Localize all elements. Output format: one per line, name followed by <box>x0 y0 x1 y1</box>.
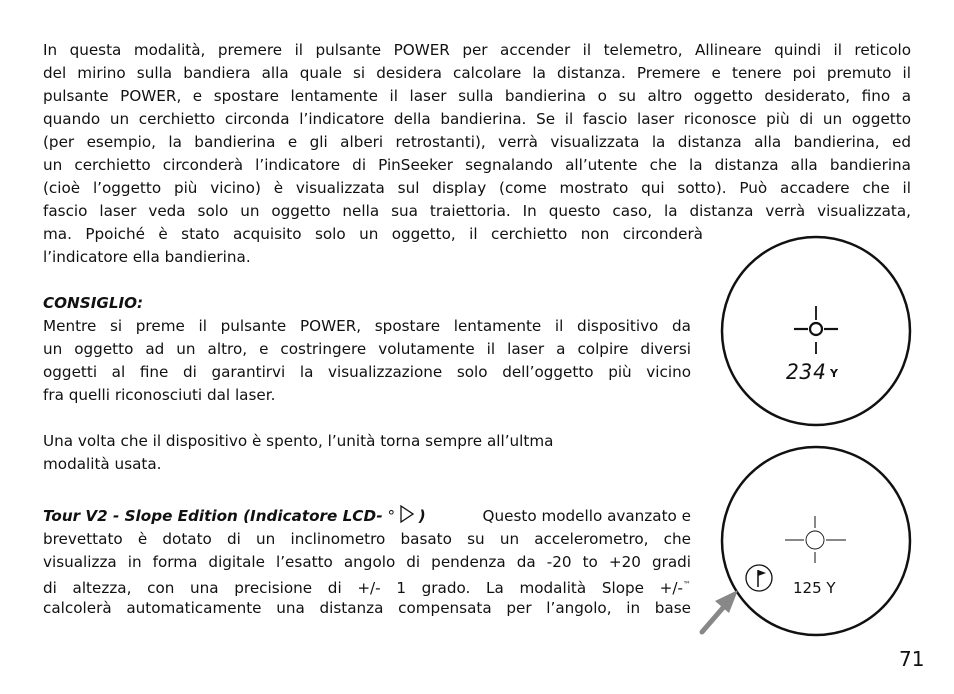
tip-line-3: oggetti al fine di garantirvi la visualizzazione solo dell’oggetto più vicino <box>43 363 691 381</box>
lcd-distance-digits: 234 <box>786 360 827 384</box>
slope-heading-close: ) <box>418 507 426 525</box>
slope-line-4-text: di altezza, con una precisione di +/- 1 grado. La modalità Slope +/- <box>43 579 683 598</box>
tip-heading: CONSIGLIO: <box>43 294 144 312</box>
slope-first-line-rest: Questo modello avanzato e <box>482 507 691 525</box>
trademark-symbol: ™ <box>683 580 691 589</box>
paragraph-3-line-1: Una volta che il dispositivo è spento, l’unità torna sempre all’ultma <box>43 432 554 450</box>
paragraph-1-line-1: In questa modalità, premere il pulsante POWER per accender il telemetro, Allineare quindi il reticolo <box>43 41 911 59</box>
slope-line-5: calcolerà automaticamente una distanza compensata per l’angolo, in base <box>43 599 691 617</box>
slope-line-3: visualizza in forma digitale l’esatto angolo di pendenza da -20 to +20 gradi <box>43 553 691 571</box>
lcd-unit: Y <box>830 367 838 380</box>
paragraph-1-line-10: l’indicatore ella bandierina. <box>43 248 251 266</box>
tip-line-2: un oggetto ad un altro, e costringere volutamente il laser a colpire diversi <box>43 340 691 358</box>
paragraph-1-line-3: pulsante POWER, e spostare lentamente il laser sulla bandierina o su altro oggetto desiderato, fino a <box>43 87 911 105</box>
tip-line-4: fra quelli riconosciuti dal laser. <box>43 386 276 404</box>
page-number: 71 <box>899 647 925 671</box>
paragraph-1-line-6: un cerchietto circonderà l’indicatore di PinSeeker segnalando all’utente che la distanza alla bandierina <box>43 156 911 174</box>
paragraph-3-line-2: modalità usata. <box>43 455 162 473</box>
degree-symbol: ° <box>387 507 396 525</box>
tip-line-1: Mentre si preme il pulsante POWER, spostare lentamente il dispositivo da <box>43 317 691 335</box>
slope-heading: Tour V2 - Slope Edition (Indicatore LCD- <box>43 507 383 525</box>
paragraph-1-line-7: (cioè l’oggetto più vicino) è visualizzata sul display (come mostrato qui sotto). Può accadere che il <box>43 179 911 197</box>
paragraph-1-line-5: (per esempio, la bandierina e gli alberi retrostanti), verrà visualizzata la distanza alla bandierina, ed <box>43 133 911 151</box>
paragraph-1-line-2: del mirino sulla bandiera alla quale si desidera calcolare la distanza. Premere e tenere poi premuto il <box>43 64 911 82</box>
slope-line-2: brevettato è dotato di un inclinometro basato su un accelerometro, che <box>43 530 691 548</box>
paragraph-1-line-8: fascio laser veda solo un oggetto nella sua traiettoria. In questo caso, la distanza verrà visualizzata, <box>43 202 911 220</box>
slope-distance-reading: 125 Y <box>793 579 836 597</box>
paragraph-1-line-9: ma. Ppoiché è stato acquisito solo un oggetto, il cerchietto non circonderà <box>43 225 703 243</box>
paragraph-1-line-4: quando un cerchietto circonda l’indicatore della bandierina. Se il fascio laser riconosce più di un oggetto <box>43 110 911 128</box>
